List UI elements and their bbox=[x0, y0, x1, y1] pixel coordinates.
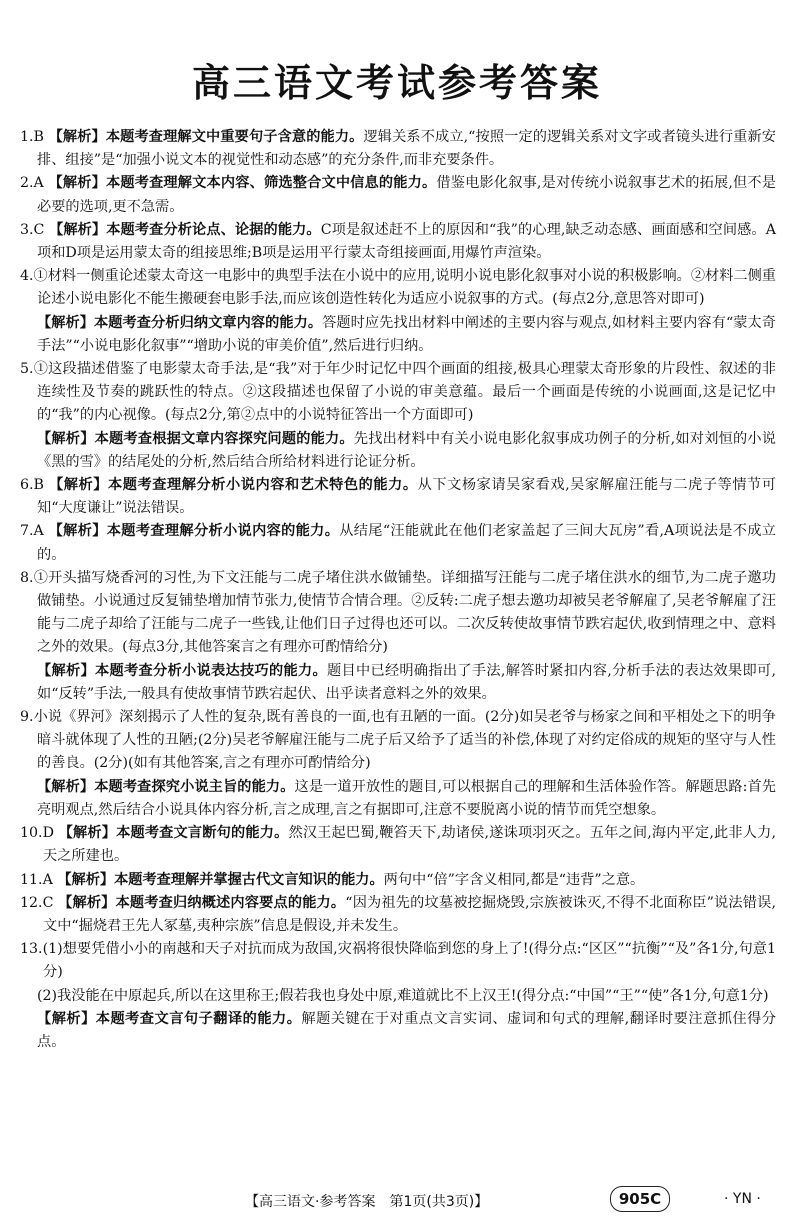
question-number: 2.A bbox=[20, 175, 44, 192]
answer-item-10 bbox=[20, 822, 776, 868]
analysis-text: 答题时应先找出材料中阐述的主要内容与观点,如材料主要内容有“蒙太奇手法”“小说电影化叙事”“增助小说的审美价值”,然后进行归纳。 bbox=[37, 314, 776, 354]
analysis-tag: 【解析】 bbox=[48, 129, 106, 145]
page-title: 高三语文考试参考答案 bbox=[191, 61, 602, 105]
analysis-text: “因为祖先的坟墓被挖掘烧毁,宗族被诛灭,不得不北面称臣”说法错误,文中“掘烧君王先人冢墓,夷种宗族”信息是假设,并未发生。 bbox=[43, 894, 776, 934]
analysis-tag: 【解析】 bbox=[48, 175, 106, 192]
answer-item-7 bbox=[20, 520, 776, 566]
analysis-lead: 本题考查分析论点、论据的能力。 bbox=[106, 221, 321, 238]
analysis-tag: 【解析】 bbox=[57, 871, 115, 888]
answer-item-1 bbox=[20, 126, 776, 172]
question-number: 1.B bbox=[20, 129, 44, 145]
exam-code-badge: 905C bbox=[610, 1186, 670, 1212]
answer-item-4-analysis bbox=[20, 312, 776, 358]
analysis-lead: 本题考查分析归纳文章内容的能力。 bbox=[94, 314, 323, 331]
answer-item-5-analysis bbox=[20, 428, 776, 474]
answer-item-9-analysis bbox=[20, 776, 776, 822]
answer-item-2 bbox=[20, 172, 776, 218]
answer-item-5 bbox=[20, 358, 776, 428]
footer-text: 【高三语文·参考答案 第1页(共3页)】 bbox=[245, 1194, 489, 1210]
analysis-lead: 本题考查理解分析小说内容的能力。 bbox=[106, 523, 340, 540]
analysis-lead: 本题考查探究小说主旨的能力。 bbox=[94, 778, 295, 795]
analysis-tag: 【解析】 bbox=[37, 430, 95, 447]
analysis-lead: 本题考查理解并掌握古代文言知识的能力。 bbox=[114, 871, 384, 888]
analysis-text: 先找出材料中有关小说电影化叙事成功例子的分析,如对刘恒的小说《黑的雪》的结尾处的分析,然后结合所给材料进行论证分析。 bbox=[37, 430, 776, 470]
question-number: 8. bbox=[20, 569, 34, 586]
analysis-text: 逻辑关系不成立,“按照一定的逻辑关系对文字或者镜头进行重新安排、组接”是“加强小说文本的视觉性和动态感”的充分条件,而非充要条件。 bbox=[37, 129, 776, 169]
answer-item-13-analysis bbox=[20, 1008, 776, 1054]
analysis-text: C项是叙述赶不上的原因和“我”的心理,缺乏动态感、画面感和空间感。A项和D项是运用蒙太奇的组接思维;B项是运用平行蒙太奇组接画面,用爆竹声渲染。 bbox=[37, 221, 776, 262]
question-number: 13. bbox=[20, 941, 43, 958]
answer-text: ①材料一侧重论述蒙太奇这一电影中的典型手法在小说中的应用,说明小说电影化叙事对小说的积极影响。②材料二侧重论述小说电影化不能生搬硬套电影手法,而应该创造性转化为适应小说叙事的方式。(每点2分,意思答对即可) bbox=[33, 268, 776, 308]
answer-text: (1)想要凭借小小的南越和天子对抗而成为敌国,灾祸将很快降临到您的身上了!(得分点:“区区”“抗衡”“及”各1分,句意1分) bbox=[42, 941, 776, 981]
answer-text: ①这段描述借鉴了电影蒙太奇手法,是“我”对于年少时记忆中四个画面的组接,极具心理蒙太奇形象的片段性、叙述的非连续性及节奏的跳跃性的特点。②这段描述也保留了小说的审美意蕴。最后一个画面是传统的小说画面,这是记忆中的“我”的内心视像。(每点2分,第②点中的小说特征答出一个方面即可) bbox=[33, 361, 776, 424]
analysis-tag: 【解析】 bbox=[37, 1010, 96, 1027]
answer-item-8 bbox=[20, 567, 776, 660]
question-number: 6.B bbox=[20, 477, 44, 494]
analysis-tag: 【解析】 bbox=[49, 477, 109, 494]
analysis-lead: 本题考查根据文章内容探究问题的能力。 bbox=[94, 430, 354, 447]
answer-item-9 bbox=[20, 706, 776, 776]
answer-item-8-analysis bbox=[20, 660, 776, 706]
analysis-tag: 【解析】 bbox=[37, 778, 95, 795]
analysis-tag: 【解析】 bbox=[37, 314, 95, 331]
analysis-text: 从下文杨家请吴家看戏,吴家解雇汪能与二虎子等情节可知“大度谦让”说法错误。 bbox=[37, 477, 776, 517]
analysis-tag: 【解析】 bbox=[37, 662, 95, 679]
answer-text: 小说《界河》深刻揭示了人性的复杂,既有善良的一面,也有丑陋的一面。(2分)如吴老爷与杨家之间和平相处之下的明争暗斗就体现了人性的丑陋;(2分)吴老爷解雇汪能与二虎子后又给予了适当的补偿,体现了对约定俗成的规矩的坚守与人性的善良。(2分)(如有其他答案,言之有理亦可酌情给分) bbox=[33, 709, 776, 772]
analysis-text: 然汉王起巴蜀,鞭笞天下,劫诸侯,遂诛项羽灭之。五年之间,海内平定,此非人力,天之所建也。 bbox=[43, 825, 776, 865]
analysis-lead: 本题考查理解分析小说内容和艺术特色的能力。 bbox=[108, 477, 418, 494]
question-number: 12.C bbox=[20, 894, 54, 911]
analysis-text: 借鉴电影化叙事,是对传统小说叙事艺术的拓展,但不是必要的选项,更不急需。 bbox=[37, 175, 776, 215]
answer-item-3 bbox=[20, 219, 776, 265]
answer-item-13-part2 bbox=[20, 985, 776, 1008]
analysis-lead: 本题考查理解文本内容、筛选整合文中信息的能力。 bbox=[105, 175, 437, 192]
region-mark: · YN · bbox=[724, 1191, 761, 1207]
analysis-lead: 本题考查文言断句的能力。 bbox=[116, 825, 289, 842]
answer-item-11 bbox=[20, 869, 776, 892]
answer-text: ①开头描写烧香河的习性,为下文汪能与二虎子堵住洪水做铺垫。详细描写汪能与二虎子堵住洪水的细节,为二虎子邀功做铺垫。小说通过反复铺垫增加情节张力,使情节合情合理。②反转:二虎子想去邀功却被吴老爷解雇了,吴老爷解雇了汪能与二虎子却给了汪能与二虎子一些钱,让他们日子过得也还可以。二次反转使故事情节跌宕起伏,收到情理之中、意料之外的效果。(每点3分,其他答案言之有理亦可酌情给分) bbox=[33, 569, 776, 656]
question-number: 7.A bbox=[20, 523, 44, 540]
page-footer bbox=[0, 1185, 794, 1215]
analysis-text: 从结尾“汪能就此在他们老家盖起了三间大瓦房”看,A项说法是不成立的。 bbox=[37, 523, 776, 563]
analysis-text: 这是一道开放性的题目,可以根据自己的理解和生活体验作答。解题思路:首先亮明观点,然后结合小说具体内容分析,言之成理,言之有据即可,注意不要脱离小说的情节而凭空想象。 bbox=[37, 778, 776, 818]
answer-item-13 bbox=[20, 938, 776, 984]
question-number: 11.A bbox=[20, 871, 53, 888]
analysis-text: 题目中已经明确指出了手法,解答时紧扣内容,分析手法的表达效果即可,如“反转”手法,一般具有使故事情节跌宕起伏、出乎读者意料之外的效果。 bbox=[37, 662, 776, 702]
analysis-lead: 本题考查归纳概述内容要点的能力。 bbox=[115, 894, 346, 911]
analysis-tag: 【解析】 bbox=[48, 523, 107, 540]
answer-item-4 bbox=[20, 265, 776, 311]
analysis-lead: 本题考查分析小说表达技巧的能力。 bbox=[95, 662, 327, 679]
answer-text: (2)我没能在中原起兵,所以在这里称王;假若我也身处中原,难道就比不上汉王!(得分点:“中国”“王”“使”各1分,句意1分) bbox=[37, 987, 769, 1004]
question-number: 4. bbox=[20, 268, 34, 285]
question-number: 5. bbox=[20, 361, 34, 378]
analysis-tag: 【解析】 bbox=[58, 825, 117, 842]
answer-item-12 bbox=[20, 892, 776, 938]
answer-list bbox=[20, 126, 776, 1054]
analysis-text: 两句中“倍”字含义相同,都是“违背”之意。 bbox=[383, 871, 645, 888]
analysis-tag: 【解析】 bbox=[49, 221, 107, 238]
analysis-lead: 本题考查文言句子翻译的能力。 bbox=[95, 1010, 302, 1027]
question-number: 9. bbox=[20, 709, 34, 726]
analysis-text: 解题关键在于对重点文言实词、虚词和句式的理解,翻译时要注意抓住得分点。 bbox=[37, 1010, 776, 1050]
analysis-tag: 【解析】 bbox=[58, 894, 116, 911]
question-number: 10.D bbox=[20, 825, 54, 842]
answer-item-6 bbox=[20, 474, 776, 520]
question-number: 3.C bbox=[20, 221, 45, 238]
analysis-lead: 本题考查理解文中重要句子含意的能力。 bbox=[105, 129, 364, 145]
